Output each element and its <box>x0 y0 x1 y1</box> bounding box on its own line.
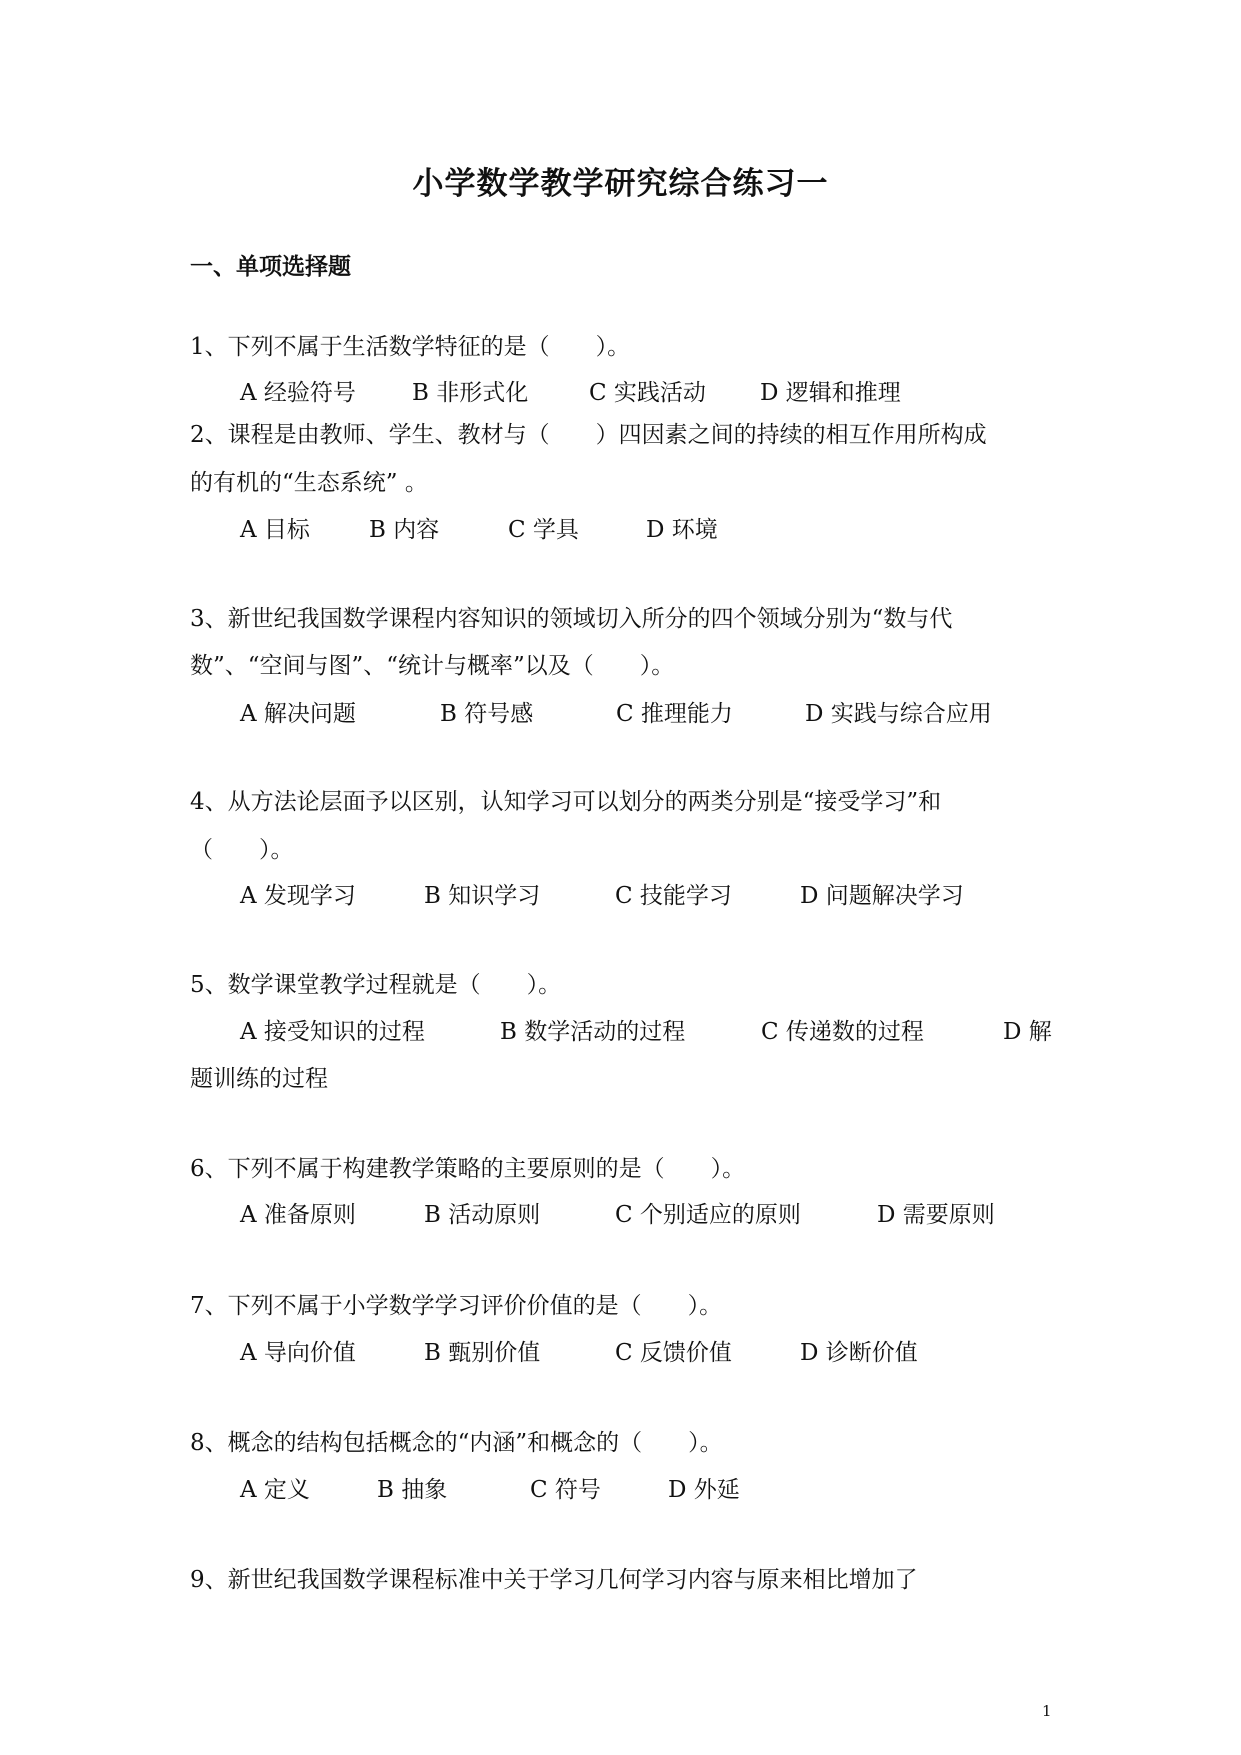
option-b: B 非形式化 <box>412 380 529 406</box>
question-5-option-continuation: 题训练的过程 <box>190 1066 328 1092</box>
option-b: B 符号感 <box>440 701 534 727</box>
question-3-text-line-2: 数”、“空间与图”、“统计与概率”以及（ ）。 <box>190 653 675 679</box>
option-c: C 实践活动 <box>589 380 706 406</box>
question-7-text: 7、下列不属于小学数学学习评价价值的是（ ）。 <box>190 1293 723 1319</box>
option-d: D 解 <box>1003 1019 1052 1045</box>
option-a: A 导向价值 <box>240 1340 356 1366</box>
question-8-text: 8、概念的结构包括概念的“内涵”和概念的（ ）。 <box>190 1430 723 1456</box>
option-d: D 问题解决学习 <box>800 883 964 909</box>
option-c: C 个别适应的原则 <box>615 1202 801 1228</box>
option-a: A 经验符号 <box>240 380 356 406</box>
option-b: B 数学活动的过程 <box>500 1019 686 1045</box>
question-4-text-line-1: 4、从方法论层面予以区别，认知学习可以划分的两类分别是“接受学习”和 <box>190 789 942 815</box>
option-d: D 环境 <box>646 517 718 543</box>
option-a: A 定义 <box>240 1477 310 1503</box>
question-1-text: 1、下列不属于生活数学特征的是（ ）。 <box>190 334 631 360</box>
document-title: 小学数学教学研究综合练习一 <box>412 166 829 202</box>
option-c: C 学具 <box>508 517 579 543</box>
option-c: C 反馈价值 <box>615 1340 732 1366</box>
option-c: C 推理能力 <box>616 701 733 727</box>
option-a: A 准备原则 <box>240 1202 356 1228</box>
option-a: A 解决问题 <box>240 701 356 727</box>
option-c: C 技能学习 <box>615 883 732 909</box>
question-6-text: 6、下列不属于构建教学策略的主要原则的是（ ）。 <box>190 1156 746 1182</box>
question-5-text: 5、数学课堂教学过程就是（ ）。 <box>190 972 562 998</box>
option-d: D 诊断价值 <box>800 1340 918 1366</box>
option-d: D 逻辑和推理 <box>760 380 901 406</box>
option-b: B 抽象 <box>377 1477 448 1503</box>
option-b: B 活动原则 <box>424 1202 541 1228</box>
page-number: 1 <box>1042 1702 1052 1720</box>
question-9-text: 9、新世纪我国数学课程标准中关于学习几何学习内容与原来相比增加了 <box>190 1567 918 1593</box>
question-4-text-line-2: （ ）。 <box>190 837 294 863</box>
option-b: B 甄别价值 <box>424 1340 541 1366</box>
question-2-text-line-2: 的有机的“生态系统” 。 <box>190 470 428 496</box>
option-b: B 内容 <box>369 517 440 543</box>
option-a: A 目标 <box>240 517 310 543</box>
question-3-text-line-1: 3、新世纪我国数学课程内容知识的领域切入所分的四个领域分别为“数与代 <box>190 606 953 632</box>
option-c: C 传递数的过程 <box>761 1019 924 1045</box>
option-d: D 外延 <box>668 1477 740 1503</box>
option-a: A 接受知识的过程 <box>240 1019 425 1045</box>
question-2-text-line-1: 2、课程是由教师、学生、教材与（ ）四因素之间的持续的相互作用所构成 <box>190 422 987 448</box>
option-b: B 知识学习 <box>424 883 541 909</box>
option-d: D 实践与综合应用 <box>805 701 992 727</box>
option-d: D 需要原则 <box>877 1202 995 1228</box>
option-a: A 发现学习 <box>240 883 356 909</box>
option-c: C 符号 <box>530 1477 601 1503</box>
section-heading: 一、单项选择题 <box>190 253 351 280</box>
